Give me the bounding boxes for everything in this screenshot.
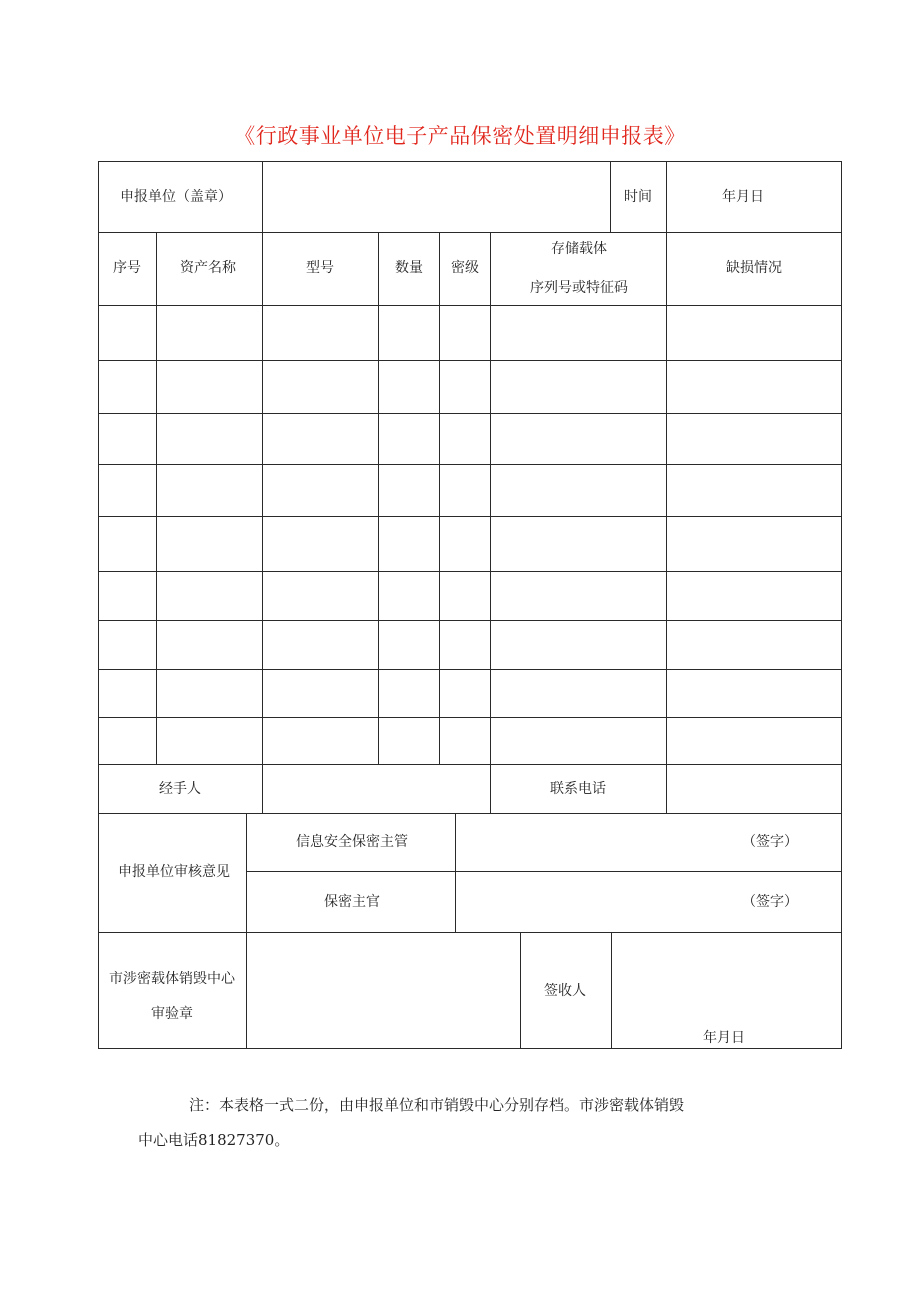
- cell-secret-level[interactable]: [440, 361, 490, 413]
- cell-damage[interactable]: [667, 718, 841, 764]
- row-divider: [98, 232, 841, 233]
- cell-asset-name[interactable]: [157, 718, 262, 764]
- col-header-damage: 缺损情况: [726, 260, 782, 276]
- cell-quantity[interactable]: [379, 670, 439, 717]
- row-divider: [98, 813, 841, 814]
- cell-model[interactable]: [263, 361, 378, 413]
- cell-asset-name[interactable]: [157, 465, 262, 516]
- cell-model[interactable]: [263, 517, 378, 571]
- secrecy-officer-label: 保密主官: [324, 894, 380, 910]
- cell-index[interactable]: [99, 361, 156, 413]
- cell-quantity[interactable]: [379, 621, 439, 669]
- cell-secret-level[interactable]: [440, 517, 490, 571]
- phone-input[interactable]: [667, 765, 841, 813]
- cell-model[interactable]: [263, 572, 378, 620]
- col-header-storage-serial: 序列号或特征码: [530, 280, 628, 296]
- cell-index[interactable]: [99, 517, 156, 571]
- time-date[interactable]: 年月日: [722, 189, 764, 205]
- cell-storage-serial[interactable]: [491, 414, 666, 464]
- form-title: 《行政事业单位电子产品保密处置明细申报表》: [234, 124, 686, 148]
- cell-model[interactable]: [263, 465, 378, 516]
- cell-asset-name[interactable]: [157, 517, 262, 571]
- cell-quantity[interactable]: [379, 306, 439, 360]
- cell-index[interactable]: [99, 621, 156, 669]
- receiver-label: 签收人: [544, 983, 586, 999]
- cell-storage-serial[interactable]: [491, 306, 666, 360]
- cell-index[interactable]: [99, 718, 156, 764]
- cell-storage-serial[interactable]: [491, 465, 666, 516]
- handler-label: 经手人: [159, 781, 201, 797]
- cell-secret-level[interactable]: [440, 718, 490, 764]
- cell-storage-serial[interactable]: [491, 361, 666, 413]
- cell-quantity[interactable]: [379, 718, 439, 764]
- time-label: 时间: [624, 189, 652, 205]
- row-divider: [246, 871, 841, 872]
- cell-quantity[interactable]: [379, 517, 439, 571]
- cell-model[interactable]: [263, 670, 378, 717]
- cell-secret-level[interactable]: [440, 621, 490, 669]
- note-line-1: 注：本表格一式二份，由申报单位和市销毁中心分别存档。市涉密载体销毁: [189, 1096, 685, 1114]
- cell-index[interactable]: [99, 306, 156, 360]
- destruction-center-label: 市涉密载体销毁中心: [109, 971, 235, 987]
- info-security-supervisor-label: 信息安全保密主管: [296, 834, 408, 850]
- cell-index[interactable]: [99, 414, 156, 464]
- cell-damage[interactable]: [667, 621, 841, 669]
- declaration-form: [98, 161, 841, 1048]
- review-label: 申报单位审核意见: [118, 864, 230, 880]
- secrecy-officer-signature[interactable]: （签字）: [742, 894, 798, 910]
- cell-index[interactable]: [99, 465, 156, 516]
- cell-storage-serial[interactable]: [491, 621, 666, 669]
- col-divider: [611, 932, 612, 1048]
- cell-quantity[interactable]: [379, 361, 439, 413]
- note-line-2: 中心电话81827370。: [138, 1131, 290, 1149]
- handler-input[interactable]: [263, 765, 490, 813]
- col-divider: [666, 161, 667, 232]
- col-header-quantity: 数量: [395, 260, 423, 276]
- destruction-center-seal-label: 审验章: [151, 1006, 193, 1022]
- cell-secret-level[interactable]: [440, 306, 490, 360]
- col-header-storage: 存储载体: [551, 241, 607, 257]
- cell-asset-name[interactable]: [157, 572, 262, 620]
- cell-storage-serial[interactable]: [491, 718, 666, 764]
- col-header-asset-name: 资产名称: [180, 260, 236, 276]
- cell-model[interactable]: [263, 621, 378, 669]
- cell-storage-serial[interactable]: [491, 670, 666, 717]
- cell-asset-name[interactable]: [157, 414, 262, 464]
- cell-secret-level[interactable]: [440, 414, 490, 464]
- col-divider: [520, 932, 521, 1048]
- phone-label: 联系电话: [550, 781, 606, 797]
- cell-asset-name[interactable]: [157, 361, 262, 413]
- cell-damage[interactable]: [667, 361, 841, 413]
- col-header-secret-level: 密级: [451, 260, 479, 276]
- cell-secret-level[interactable]: [440, 572, 490, 620]
- cell-secret-level[interactable]: [440, 465, 490, 516]
- cell-damage[interactable]: [667, 572, 841, 620]
- cell-quantity[interactable]: [379, 414, 439, 464]
- border-right: [841, 161, 842, 1048]
- cell-model[interactable]: [263, 414, 378, 464]
- cell-model[interactable]: [263, 718, 378, 764]
- cell-damage[interactable]: [667, 670, 841, 717]
- cell-asset-name[interactable]: [157, 306, 262, 360]
- cell-quantity[interactable]: [379, 465, 439, 516]
- cell-model[interactable]: [263, 306, 378, 360]
- cell-index[interactable]: [99, 572, 156, 620]
- receiver-date[interactable]: 年月日: [703, 1030, 745, 1046]
- cell-damage[interactable]: [667, 517, 841, 571]
- cell-asset-name[interactable]: [157, 621, 262, 669]
- cell-secret-level[interactable]: [440, 670, 490, 717]
- info-security-signature[interactable]: （签字）: [742, 834, 798, 850]
- cell-index[interactable]: [99, 670, 156, 717]
- col-header-model: 型号: [306, 260, 334, 276]
- cell-damage[interactable]: [667, 465, 841, 516]
- col-header-index: 序号: [113, 260, 141, 276]
- cell-damage[interactable]: [667, 306, 841, 360]
- cell-quantity[interactable]: [379, 572, 439, 620]
- cell-storage-serial[interactable]: [491, 517, 666, 571]
- border-bottom: [98, 1048, 842, 1049]
- col-divider: [455, 813, 456, 932]
- cell-storage-serial[interactable]: [491, 572, 666, 620]
- unit-input[interactable]: [263, 162, 610, 232]
- cell-asset-name[interactable]: [157, 670, 262, 717]
- unit-label: 申报单位（盖章）: [120, 189, 232, 205]
- cell-damage[interactable]: [667, 414, 841, 464]
- destruction-seal-area[interactable]: [247, 933, 520, 1048]
- col-divider: [610, 161, 611, 232]
